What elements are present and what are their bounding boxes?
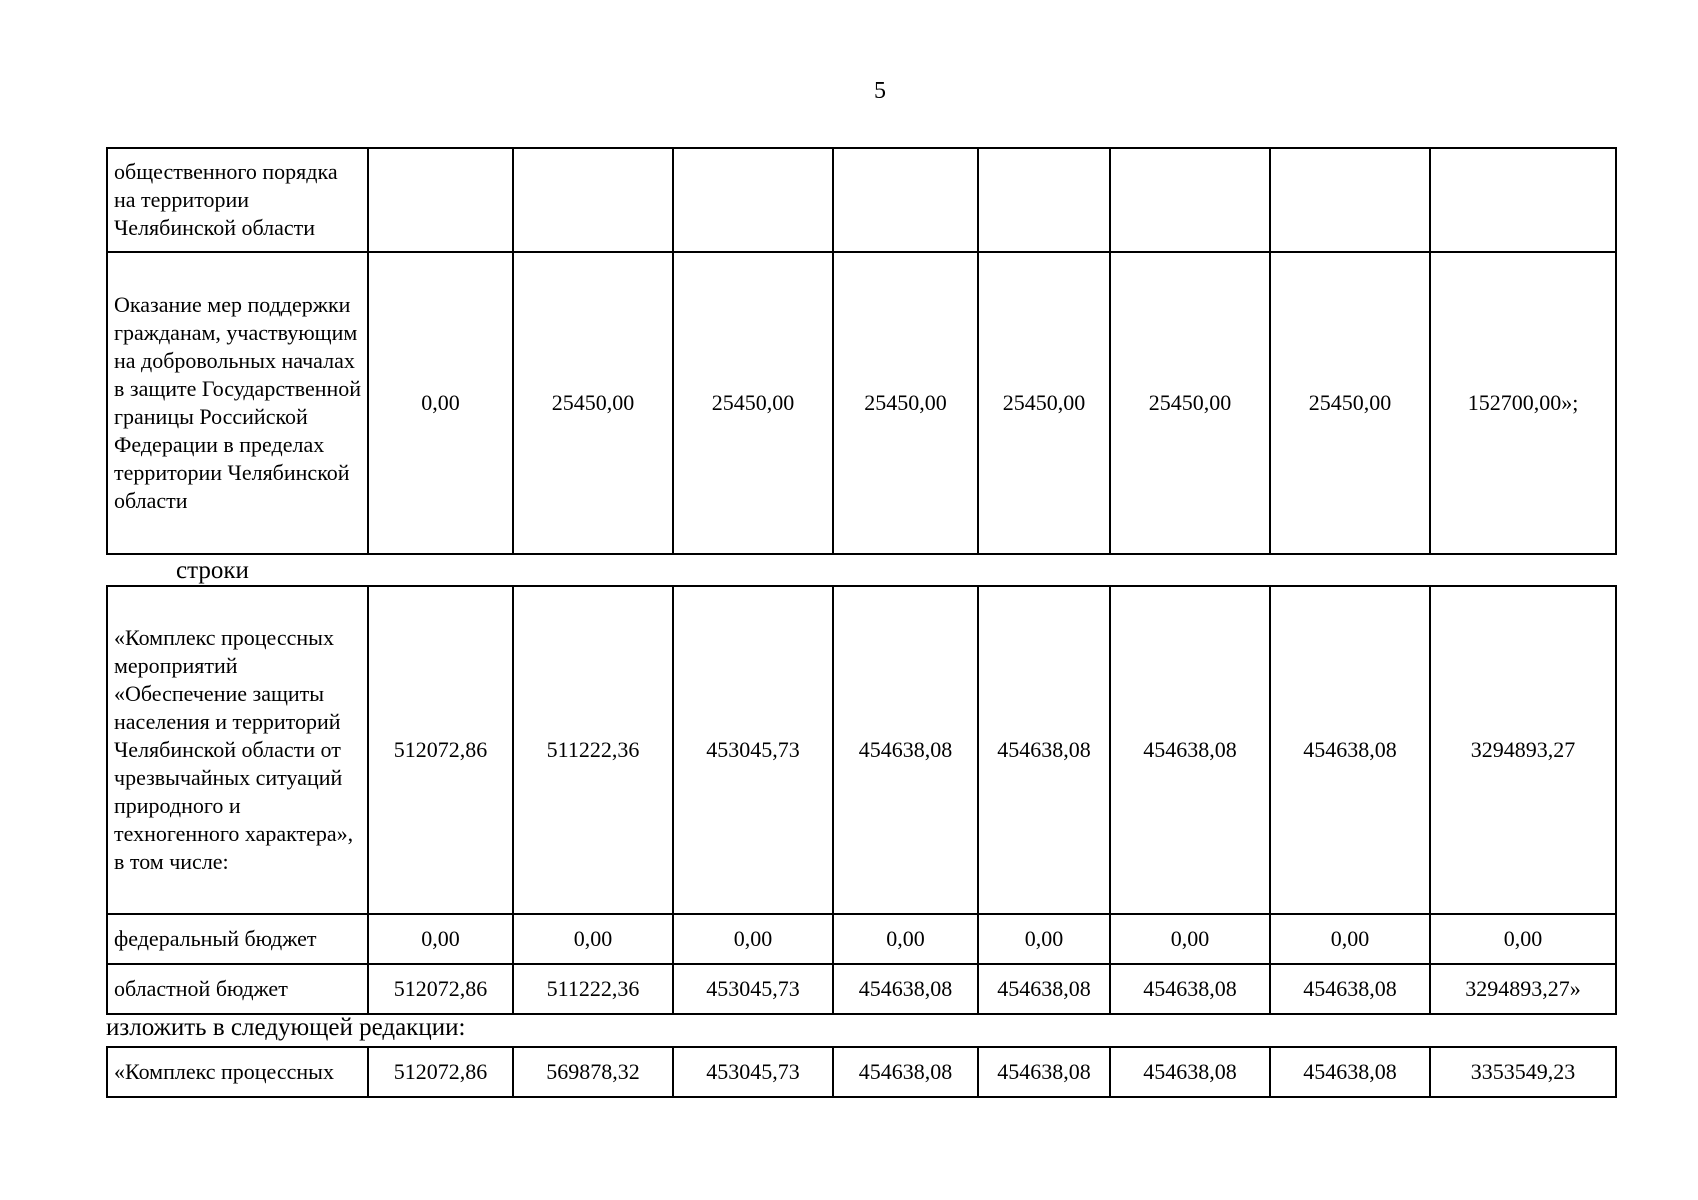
table-row [107,914,1616,964]
row-label: федеральный бюджет [107,914,368,964]
table-row [107,1047,1616,1097]
budget-table-continuation [106,147,1617,555]
table-cell: 454638,08 [1110,964,1270,1014]
table-cell: 25450,00 [673,252,833,554]
row-label: Оказание мер поддержки гражданам, участвующим на добровольных началах в защите Государственной границы Российской Федерации в пределах территории Челябинской области [107,252,368,554]
table-row [107,964,1616,1014]
table-cell [1270,148,1430,252]
table-cell: 453045,73 [673,1047,833,1097]
table-cell: 0,00 [978,914,1110,964]
table-cell [1430,148,1616,252]
table-cell: 511222,36 [513,964,673,1014]
table-cell: 511222,36 [513,586,673,914]
budget-table-new-rows [106,1046,1617,1098]
note-new-edition: изложить в следующей редакции: [106,1014,466,1041]
table-cell: 453045,73 [673,586,833,914]
table-cell: 0,00 [1270,914,1430,964]
page-number: 5 [874,78,886,104]
table-cell: 0,00 [673,914,833,964]
table-cell: 454638,08 [978,586,1110,914]
table-cell: 3353549,23 [1430,1047,1616,1097]
table-cell: 0,00 [833,914,978,964]
table-cell: 0,00 [1110,914,1270,964]
table-cell: 25450,00 [513,252,673,554]
table-cell: 512072,86 [368,964,513,1014]
table-cell: 454638,08 [1110,1047,1270,1097]
row-label: «Комплекс процессных [107,1047,368,1097]
table-cell: 0,00 [1430,914,1616,964]
table-cell [513,148,673,252]
table-cell: 25450,00 [833,252,978,554]
table-cell: 454638,08 [1270,1047,1430,1097]
table-cell: 454638,08 [1110,586,1270,914]
note-lines: строки [176,557,249,584]
table-cell: 25450,00 [978,252,1110,554]
table-cell: 152700,00»; [1430,252,1616,554]
table-row [107,586,1616,914]
table-cell: 454638,08 [833,1047,978,1097]
table-cell: 454638,08 [833,964,978,1014]
table-cell: 454638,08 [978,1047,1110,1097]
table-cell: 569878,32 [513,1047,673,1097]
table-cell: 3294893,27» [1430,964,1616,1014]
table-cell: 512072,86 [368,586,513,914]
table-cell [978,148,1110,252]
table-row [107,252,1616,554]
table-cell: 0,00 [368,252,513,554]
table-cell: 0,00 [513,914,673,964]
table-cell: 3294893,27 [1430,586,1616,914]
table-cell: 25450,00 [1270,252,1430,554]
row-label: общественного порядка на территории Челябинской области [107,148,368,252]
table-cell: 25450,00 [1110,252,1270,554]
table-row [107,148,1616,252]
table-cell: 453045,73 [673,964,833,1014]
table-cell: 0,00 [368,914,513,964]
table-cell: 454638,08 [1270,586,1430,914]
row-label: «Комплекс процессных мероприятий «Обеспечение защиты населения и территорий Челябинской области от чрезвычайных ситуаций природного и техногенного характера», в том числе: [107,586,368,914]
table-cell [368,148,513,252]
table-cell [1110,148,1270,252]
table-cell: 454638,08 [833,586,978,914]
row-label: областной бюджет [107,964,368,1014]
table-cell: 454638,08 [978,964,1110,1014]
budget-table-old-rows [106,585,1617,1015]
table-cell: 454638,08 [1270,964,1430,1014]
table-cell [673,148,833,252]
table-cell: 512072,86 [368,1047,513,1097]
table-cell [833,148,978,252]
